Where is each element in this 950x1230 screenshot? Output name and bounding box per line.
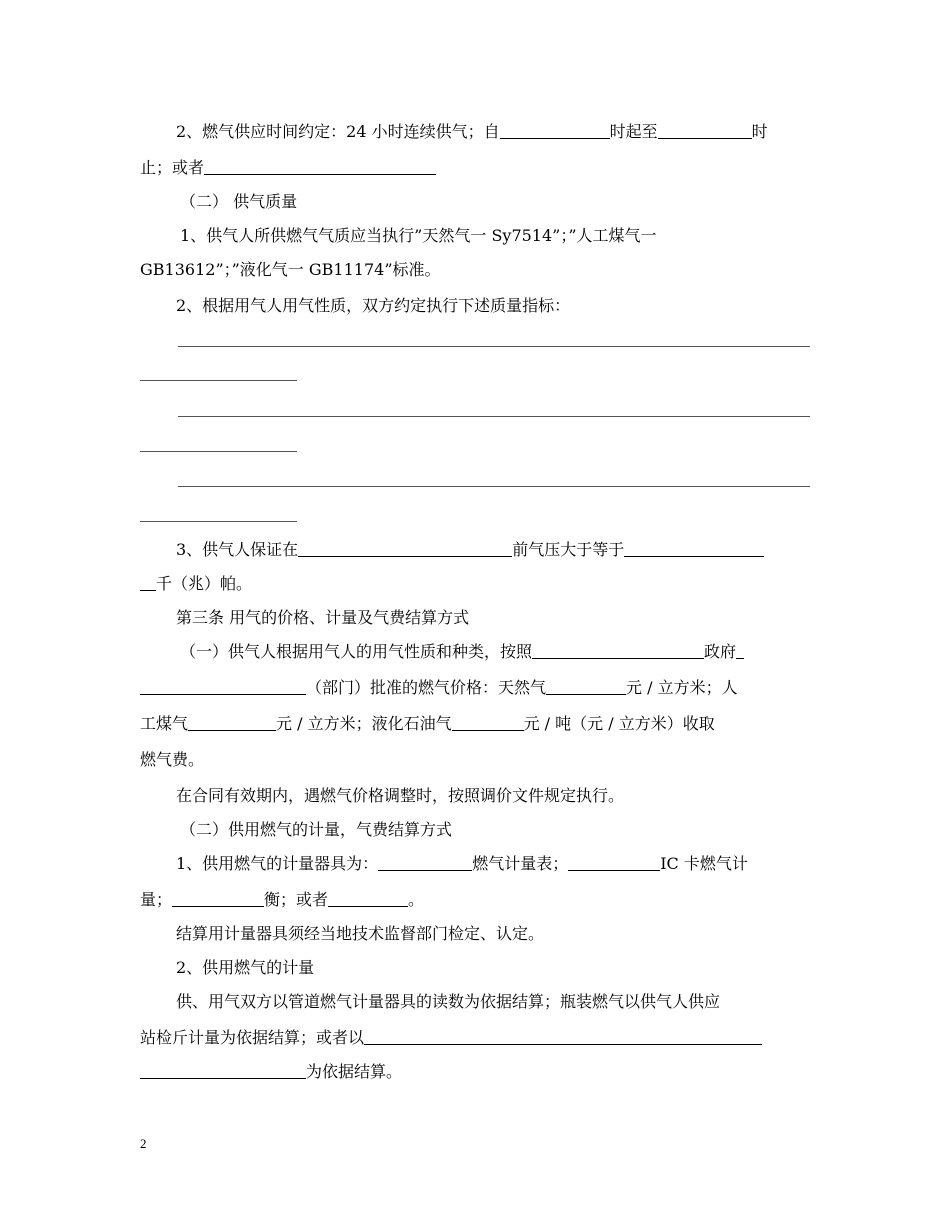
text: 3、供气人保证在	[176, 540, 299, 559]
clause-meter-type	[140, 852, 810, 876]
clause-price-cont-1	[140, 676, 810, 700]
fill-blank[interactable]	[140, 678, 306, 695]
fill-blank[interactable]	[298, 540, 512, 557]
clause-pressure-cont	[140, 572, 810, 596]
fill-blank[interactable]	[140, 574, 156, 591]
text: （部门）批准的燃气价格：天然气	[306, 678, 547, 697]
text: IC 卡燃气计	[660, 854, 748, 873]
fill-blank[interactable]	[736, 642, 744, 659]
fill-blank[interactable]	[500, 122, 610, 139]
text: （一）供气人根据用气人的用气性质和种类，按照	[180, 642, 533, 661]
section-heading-metering: （二）供用燃气的计量，气费结算方式	[180, 820, 453, 839]
fill-line[interactable]	[178, 416, 810, 417]
text: 元 / 吨（元 / 立方米）收取	[523, 714, 715, 733]
text: 时	[751, 122, 768, 141]
section-heading-quality: （二） 供气质量	[180, 192, 298, 211]
fill-blank[interactable]	[172, 890, 264, 907]
text: 止；或者	[140, 158, 205, 177]
text: 燃气计量表；	[472, 854, 569, 873]
fill-blank[interactable]	[658, 122, 752, 139]
fill-blank[interactable]	[204, 158, 436, 175]
text: 前气压大于等于	[512, 540, 625, 559]
fill-blank[interactable]	[328, 890, 408, 907]
clause-supply-time	[140, 120, 810, 144]
clause-price-cont-2	[140, 712, 810, 736]
fill-line[interactable]	[140, 451, 297, 452]
text: 量；	[140, 890, 173, 909]
text: 元 / 立方米；液化石油气	[276, 714, 452, 733]
clause-metering-heading: 2、供用燃气的计量	[176, 958, 315, 977]
text: 1、供用燃气的计量器具为：	[176, 854, 379, 873]
fill-blank[interactable]	[624, 540, 764, 557]
fill-blank[interactable]	[452, 714, 524, 731]
text: 为依据结算。	[306, 1062, 403, 1081]
fill-blank[interactable]	[140, 1062, 306, 1079]
text: 工煤气	[140, 714, 189, 733]
fill-blank[interactable]	[546, 678, 626, 695]
clause-settlement-cont	[140, 1026, 810, 1050]
article-three-title: 第三条 用气的价格、计量及气费结算方式	[176, 608, 470, 627]
text: 2、燃气供应时间约定：24 小时连续供气；自	[176, 122, 500, 141]
text: 千（兆）帕。	[156, 574, 253, 593]
fill-blank[interactable]	[568, 854, 660, 871]
clause-quality-index: 2、根据用气人用气性质，双方约定执行下述质量指标：	[176, 296, 571, 315]
clause-price	[140, 640, 814, 664]
clause-quality-standard: 1、供气人所供燃气气质应当执行”天然气一 Sy7514”；”人工煤气一	[180, 226, 657, 245]
clause-meter-verification: 结算用计量器具须经当地技术监督部门检定、认定。	[176, 924, 545, 943]
clause-pressure	[140, 538, 810, 562]
text: 政府	[704, 642, 737, 661]
clause-settlement: 供、用气双方以管道燃气计量器具的读数为依据结算；瓶装燃气以供气人供应	[176, 992, 721, 1011]
text: 时起至	[609, 122, 658, 141]
fill-blank[interactable]	[188, 714, 276, 731]
fill-blank[interactable]	[364, 1028, 762, 1045]
clause-quality-standard-cont: GB13612”；”液化气一 GB11174”标准。	[140, 260, 441, 279]
fill-line[interactable]	[140, 521, 297, 522]
clause-meter-type-cont	[140, 888, 810, 912]
fill-line[interactable]	[140, 380, 297, 381]
page-number: 2	[140, 1136, 147, 1151]
clause-settlement-end	[140, 1060, 810, 1084]
fill-line[interactable]	[178, 346, 810, 347]
clause-supply-time-cont	[140, 156, 810, 180]
fill-line[interactable]	[178, 486, 810, 487]
text: 站检斤计量为依据结算；或者以	[140, 1028, 365, 1047]
clause-price-cont-3: 燃气费。	[140, 750, 205, 769]
fill-blank[interactable]	[378, 854, 472, 871]
clause-price-adjust: 在合同有效期内，遇燃气价格调整时，按照调价文件规定执行。	[176, 786, 625, 805]
text: 。	[408, 890, 425, 909]
text: 衡；或者	[264, 890, 329, 909]
text: 元 / 立方米；人	[626, 678, 738, 697]
fill-blank[interactable]	[532, 642, 704, 659]
